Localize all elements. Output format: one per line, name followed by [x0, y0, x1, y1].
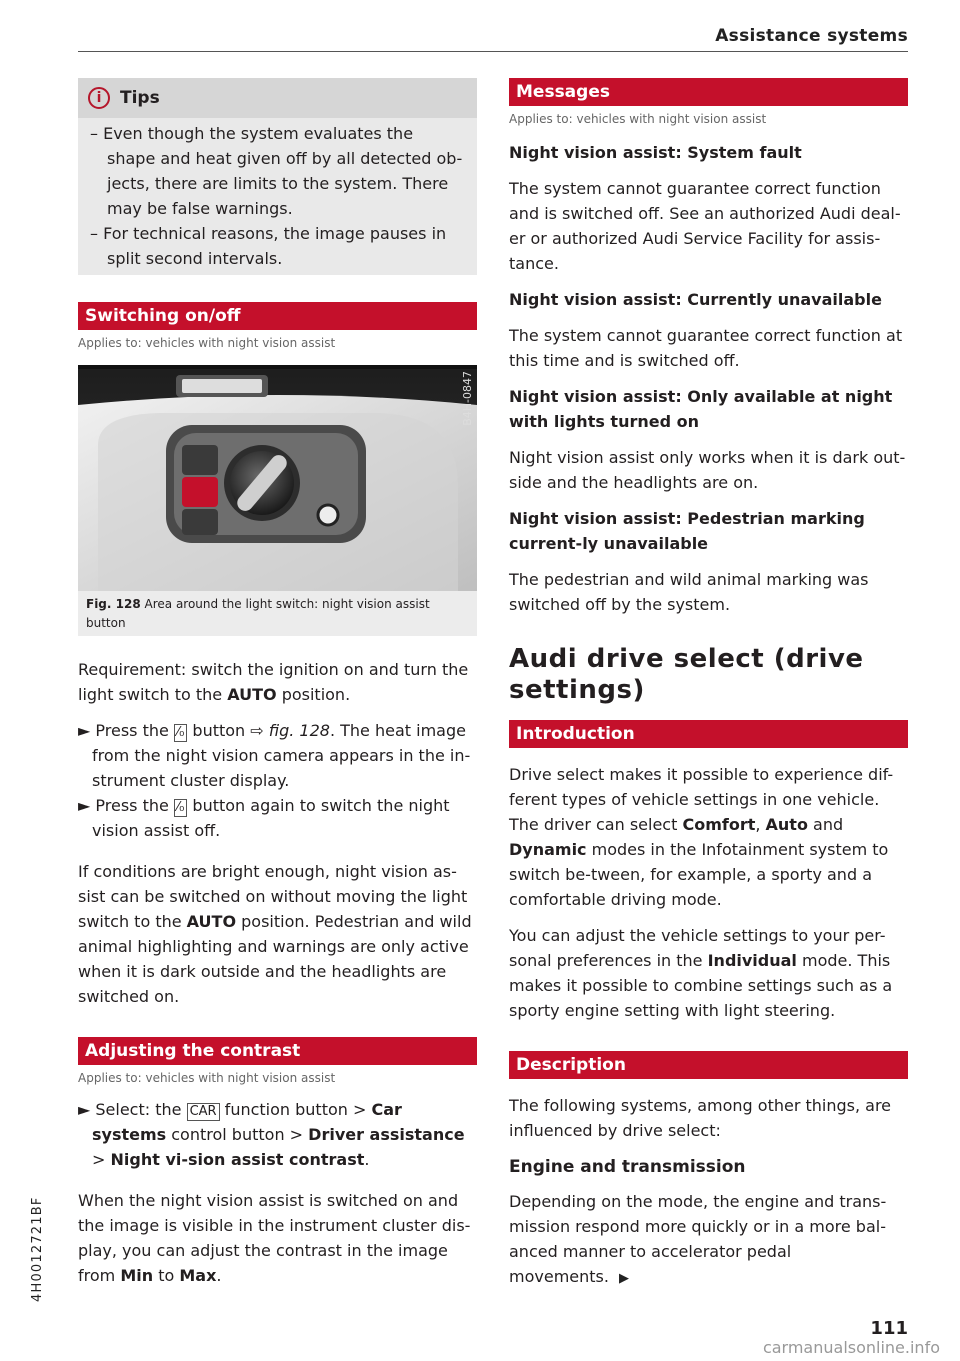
bullet-press-again: ► Press the ⁄₀ button again to switch the night vision assist off.	[78, 796, 450, 840]
engine-paragraph: Depending on the mode, the engine and trans-mission respond more quickly or in a more bal-anced manner to accelerator pedal movements. ▶	[509, 1192, 887, 1286]
engine-heading: Engine and transmission	[509, 1157, 746, 1177]
requirement-text: Requirement: switch the ignition on and turn the light switch to the AUTO position.	[78, 660, 469, 704]
switching-heading: Switching on/off	[78, 302, 477, 330]
contrast-applies: Applies to: vehicles with night vision assist	[78, 1071, 336, 1085]
messages-applies: Applies to: vehicles with night vision assist	[509, 112, 767, 126]
conditions-paragraph: If conditions are bright enough, night vision as-sist can be switched on without moving the light switch to the AUTO position. Pedestrian and wild animal highlighting and warnings are only active when it is dark outside and the headlights are switched on.	[78, 862, 472, 1006]
watermark: carmanualsonline.info	[762, 1338, 940, 1357]
light-switch-illustration	[78, 365, 477, 591]
bullet-press-button: ► Press the ⁄₀ button ⇨ fig. 128. The heat image from the night vision camera appears in the in-strument cluster display.	[78, 721, 471, 790]
contrast-heading: Adjusting the contrast	[78, 1037, 477, 1065]
figure-reference[interactable]: fig. 128	[268, 721, 330, 740]
figure-code: B4H-0847	[461, 371, 474, 426]
contrast-paragraph: When the night vision assist is switched on and the image is visible in the instrument cluster dis-play, you can adjust the contrast in the image from Min to Max.	[78, 1191, 471, 1285]
night-vision-button-icon: ⁄₀	[174, 799, 187, 817]
right-column	[509, 78, 908, 1291]
continue-arrow-icon: ▶	[618, 1271, 629, 1286]
tips-label: Tips	[120, 88, 160, 108]
introduction-heading: Introduction	[509, 720, 908, 748]
intro-paragraph-2: You can adjust the vehicle settings to your per-sonal preferences in the Individual mode. This makes it possible to combine settings such as a sporty engine setting with light steering.	[509, 926, 893, 1020]
message-head: Night vision assist: Pedestrian marking current-ly unavailable	[509, 509, 865, 553]
figure-caption-text: Area around the light switch: night vision assist button	[86, 597, 430, 630]
message-head: Night vision assist: Only available at night with lights turned on	[509, 387, 893, 431]
figure-128	[78, 365, 477, 636]
message-text: The pedestrian and wild animal marking was switched off by the system.	[509, 570, 869, 614]
night-vision-button-icon: ⁄₀	[174, 724, 187, 742]
tips-box	[78, 78, 477, 275]
tips-header	[78, 78, 477, 118]
figure-caption-label: Fig. 128	[86, 597, 141, 611]
header-rule	[78, 51, 908, 52]
switching-applies: Applies to: vehicles with night vision assist	[78, 336, 336, 350]
messages-heading: Messages	[509, 78, 908, 106]
description-heading: Description	[509, 1051, 908, 1079]
light-switch-image	[78, 365, 477, 591]
tips-item: – For technical reasons, the image pauses in split second intervals.	[90, 224, 447, 268]
description-paragraph: The following systems, among other things, are influenced by drive select:	[509, 1096, 892, 1140]
message-text: Night vision assist only works when it is dark out-side and the headlights are on.	[509, 448, 906, 492]
message-head: Night vision assist: Currently unavailable	[509, 290, 882, 309]
page-number: 111	[870, 1318, 908, 1339]
figure-caption	[78, 591, 477, 636]
message-text: The system cannot guarantee correct function and is switched off. See an authorized Audi deal-er or authorized Audi Service Facility for assis-tance.	[509, 179, 901, 273]
document-code: 4H0012721BF	[30, 1196, 45, 1302]
message-head: Night vision assist: System fault	[509, 143, 802, 162]
section-title: Assistance systems	[715, 26, 908, 46]
drive-select-heading: Audi drive select (drive settings)	[509, 644, 864, 705]
message-text: The system cannot guarantee correct function at this time and is switched off.	[509, 326, 903, 370]
info-icon: i	[88, 87, 110, 109]
intro-paragraph-1: Drive select makes it possible to experience dif-ferent types of vehicle settings in one vehicle. The driver can select Comfort, Auto and Dynamic modes in the Infotainment system to switch be-tween, for example, a sporty and a comfortable driving mode.	[509, 765, 894, 909]
tips-item: – Even though the system evaluates the shape and heat given off by all detected ob-jects, there are limits to the system. There may be false warnings.	[90, 124, 463, 218]
select-instruction: ► Select: the CAR function button > Car systems control button > Driver assistance > Night vi-sion assist contrast.	[78, 1100, 465, 1169]
car-key: CAR	[187, 1103, 220, 1121]
tips-list	[78, 118, 477, 271]
left-column	[78, 78, 477, 1288]
